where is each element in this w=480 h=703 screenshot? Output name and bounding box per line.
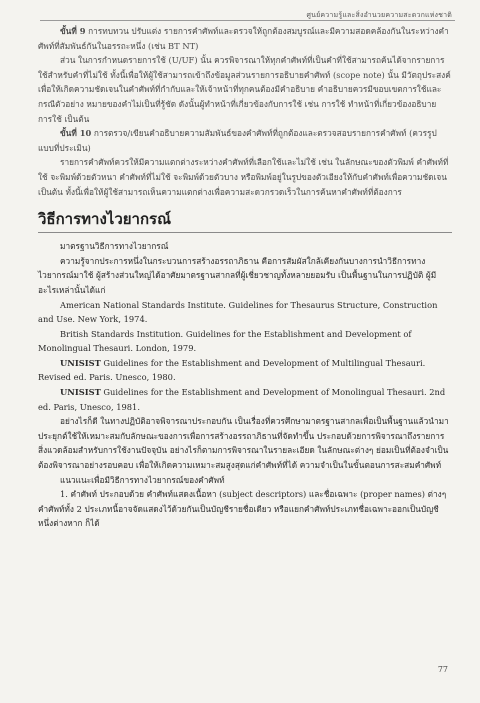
running-head: ศูนย์ความรู้และสิ่งอำนวยความสะดวกแห่งชาติ — [306, 11, 452, 19]
paragraph-text: การตรวจ/เขียนคำอธิบายความสัมพันธ์ของคำศัพท์ที่ถูกต้องและตรวจสอบรายการคำศัพท์ (ควรรูปแบบที่ประเมิน) — [38, 128, 437, 153]
paragraph-text: รายการคำศัพท์ควรให้มีความแตกต่างระหว่างคำศัพท์ที่เลือกใช้และไม่ใช้ เช่น ในลักษณะของตัวพิมพ์ คำศัพท์ที่ใช้ จะพิมพ์ด้วยตัวหนา คำศัพท์ที่ไม่ใช้ จะพิมพ์ด้วยตัวบาง หรือพิมพ์อยู่ในรูปของตัวเอียงให้กับคำศัพท์เพื่อความชัดเจน เป็นต้น ทั้งนี้เพื่อให้ผู้ใช้สามารถเห็นความแตกต่างเพื่อความสะดวกรวดเร็วในการค้นหาคำศัพท์ที่ต้องการ — [38, 157, 449, 197]
reference-unisist-multilingual: UNISIST Guidelines for the Establishment and Development of Multilingual Thesauri. Revised ed. Paris. Unesco, 1980. — [38, 357, 426, 383]
page-number: 77 — [437, 665, 448, 674]
closing-paragraph: อย่างไรก็ดี ในทางปฏิบัติอาจพิจารณาประกอบกัน เป็นเรื่องที่ควรศึกษามาตรฐานสากลเพื่อเป็นพื้นฐานแล้วนำมาประยุกต์ใช้ให้เหมาะสมกับลักษณะของการเพื่อการสร้างอรรถาภิธานที่จัดทำขึ้น ประกอบด้วยการพิจารณาถึงรายการสิ่งแวดล้อมสำหรับการใช้งานปัจจุบัน อย่างไรก็ตามการพิจารณาในรายละเอียด ในลักษณะต่างๆ ย่อมเป็นที่ต้องจำเป็นต้องพิจารณาอย่างรอบคอบ เพื่อให้เกิดความเหมาะสมสูงสุดแก่คำศัพท์ที่ได้ ความจำเป็นในขั้นตอนการสะสมคำศัพท์ — [38, 416, 449, 471]
reference-unisist-monolingual: UNISIST Guidelines for the Establishment and Development of Monolingual Thesauri. 2nd ed. Paris, Unesco, 1981. — [38, 387, 446, 412]
section-rule — [38, 232, 452, 233]
page-body — [38, 24, 452, 531]
reference-bsi: British Standards Institution. Guidelines for the Establishment and Development of Monolingual Thesauri. London, 1979. — [38, 328, 412, 354]
paragraph-step-9 — [38, 24, 452, 53]
header-rule — [40, 20, 455, 21]
subheading-standards: มาตรฐานวิธีการทางไวยากรณ์ — [60, 241, 169, 252]
paragraph-text: การทบทวน ปรับแต่ง รายการคำศัพท์และตรวจให้ถูกต้องสมบูรณ์และมีความสอดคล้องกันในระหว่างคำศัพท์ที่สัมพันธ์กันในอรรถะหนึ่ง (เช่น BT NT) — [38, 26, 449, 51]
standards-intro: ความรู้จากประการหนึ่งในกระบวนการสร้างอรรถาภิธาน คือการสัมผัสใกล้เคียงกันบางการนำวิธีการทางไวยากรณ์มาใช้ ผู้สร้างส่วนใหญ่ได้อาศัยมาตรฐานสากลที่ผู้เชี่ยวชาญทั้งหลายยอมรับ เป็นพื้นฐานในการปฏิบัติ ผู้มีอะไรเหล่านั้นได้แก่ — [38, 255, 437, 295]
paragraph-typography — [38, 155, 452, 199]
section-title: วิธีการทางไวยากรณ์ — [38, 210, 172, 229]
paragraph-step-10 — [38, 126, 452, 155]
subheading-guidelines: แนวแนะเพื่อมีวิธีการทางไวยากรณ์ของคำศัพท์ — [60, 474, 225, 485]
guideline-1: 1. คำศัพท์ ประกอบด้วย คำศัพท์แสดงเนื้อหา (subject descriptors) และชื่อเฉพาะ (proper names) ต่างๆ คำศัพท์ทั้ง 2 ประเภทนี้อาจจัดแสดงไว้ด้วยกันเป็นบัญชีรายชื่อเดียว หรือแยกคำศัพท์ประเภทชื่อเฉพาะออกเป็นบัญชีหนึ่งต่างหาก ก็ได้ — [38, 489, 447, 529]
paragraph-use-relations — [38, 53, 452, 126]
step-label: ขั้นที่ 9 — [60, 26, 86, 36]
paragraph-text: ส่วน ในการกำหนดรายการใช้ (U/UF) นั้น ควรพิจารณาให้ทุกคำศัพท์ที่เป็นคำที่ใช้สามารถค้นได้จากรายการใช้สำหรับคำที่ไม่ใช้ ทั้งนี้เพื่อให้ผู้ใช้สามารถเข้าถึงข้อมูลส่วนรายการอธิบายคำศัพท์ (scope note) นั้น มีวัตถุประสงค์เพื่อให้เกิดความชัดเจนในคำศัพท์ที่กำกับและให้เจ้าหน้าที่ทุกคนต้องมีคำอธิบาย คำอธิบายควรมีขอบเขตการใช้และกรณีตัวอย่าง หมายของคำไม่เป็นที่รู้ชัด ดังนั้นผู้ทำหน้าที่เกี่ยวข้องกับการใช้ เช่น การใช้ ทำหน้าที่เกี่ยวข้องอธิบาย การใช้ เป็นต้น — [38, 55, 451, 124]
reference-ansi: American National Standards Institute. Guidelines for Thesaurus Structure, Construction and Use. New York, 1974. — [38, 299, 438, 325]
step-label: ขั้นที่ 10 — [60, 128, 92, 139]
